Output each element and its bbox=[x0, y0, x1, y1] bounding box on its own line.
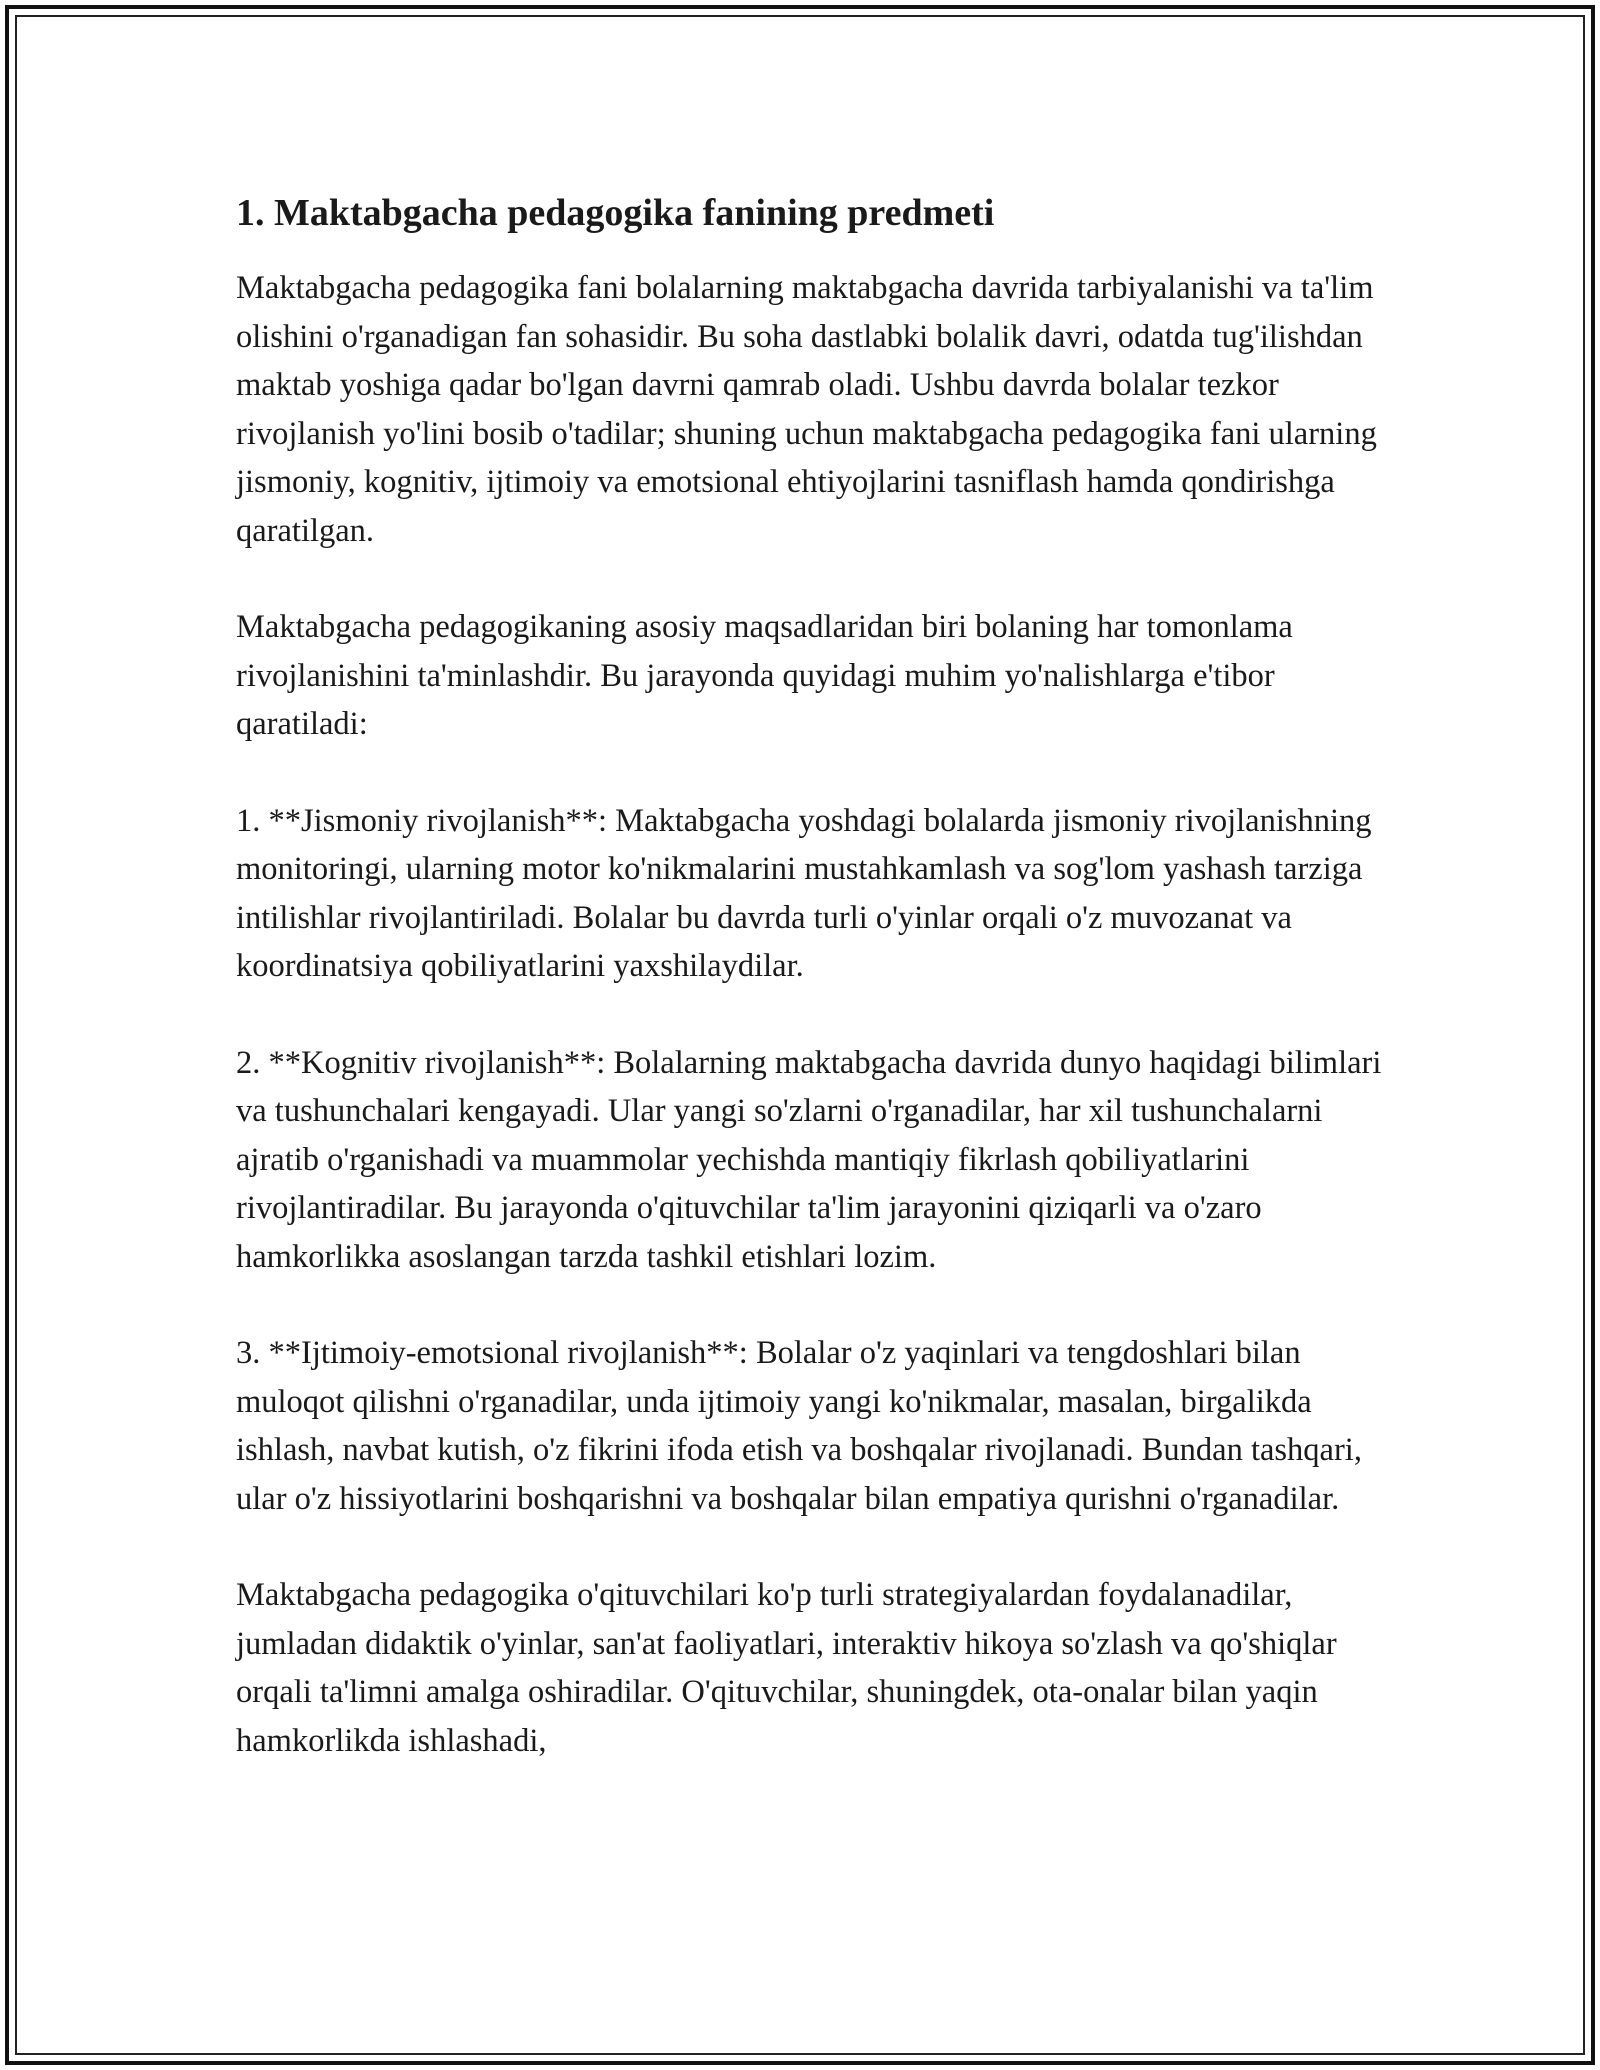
paragraph-teacher-strategies: Maktabgacha pedagogika o'qituvchilari ko'p turli strategiyalardan foydalanadilar, jumladan didaktik o'yinlar, san'at faoliyatlari, interaktiv hikoya so'zlash va qo'shiqlar orqali ta'limni amalga oshiradilar. O'qituvchilar, shuningdek, ota-onalar bilan yaqin hamkorlikda ishlashadi, bbox=[236, 1577, 1337, 1759]
paragraph-goals: Maktabgacha pedagogikaning asosiy maqsadlaridan biri bolaning har tomonlama rivojlanishini ta'minlashdir. Bu jarayonda quyidagi muhim yo'nalishlarga e'tibor qaratiladi: bbox=[236, 609, 1293, 742]
document-body bbox=[236, 186, 1386, 1765]
paragraph-physical-development: 1. **Jismoniy rivojlanish**: Maktabgacha yoshdagi bolalarda jismoniy rivojlanishning monitoringi, ularning motor ko'nikmalarini mustahkamlash va sog'lom yashash tarziga intilishlar rivojlantiriladi. Bolalar bu davrda turli o'yinlar orqali o'z muvozanat va koordinatsiya qobiliyatlarini yaxshilaydilar. bbox=[236, 802, 1372, 984]
page-title: 1. Maktabgacha pedagogika fanining predmeti bbox=[236, 192, 995, 234]
paragraph-intro: Maktabgacha pedagogika fani bolalarning maktabgacha davrida tarbiyalanishi va ta'lim olishini o'rganadigan fan sohasidir. Bu soha dastlabki bolalik davri, odatda tug'ilishdan maktab yoshiga qadar bo'lgan davrni qamrab oladi. Ushbu davrda bolalar tezkor rivojlanish yo'lini bosib o'tadilar; shuning uchun maktabgacha pedagogika fani ularning jismoniy, kognitiv, ijtimoiy va emotsional ehtiyojlarini tasniflash hamda qondirishga qaratilgan. bbox=[236, 270, 1377, 549]
paragraph-social-emotional-development: 3. **Ijtimoiy-emotsional rivojlanish**: Bolalar o'z yaqinlari va tengdoshlari bilan muloqot qilishni o'rganadilar, unda ijtimoiy yangi ko'nikmalar, masalan, birgalikda ishlash, navbat kutish, o'z fikrini ifoda etish va boshqalar rivojlanadi. Bundan tashqari, ular o'z hissiyotlarini boshqarishni va boshqalar bilan empatiya qurishni o'rganadilar. bbox=[236, 1335, 1362, 1517]
paragraph-cognitive-development: 2. **Kognitiv rivojlanish**: Bolalarning maktabgacha davrida dunyo haqidagi bilimlari va tushunchalari kengayadi. Ular yangi so'zlarni o'rganadilar, har xil tushunchalarni ajratib o'rganishadi va muammolar yechishda mantiqiy fikrlash qobiliyatlarini rivojlantiradilar. Bu jarayonda o'qituvchilar ta'lim jarayonini qiziqarli va o'zaro hamkorlikka asoslangan tarzda tashkil etishlari lozim. bbox=[236, 1044, 1382, 1275]
